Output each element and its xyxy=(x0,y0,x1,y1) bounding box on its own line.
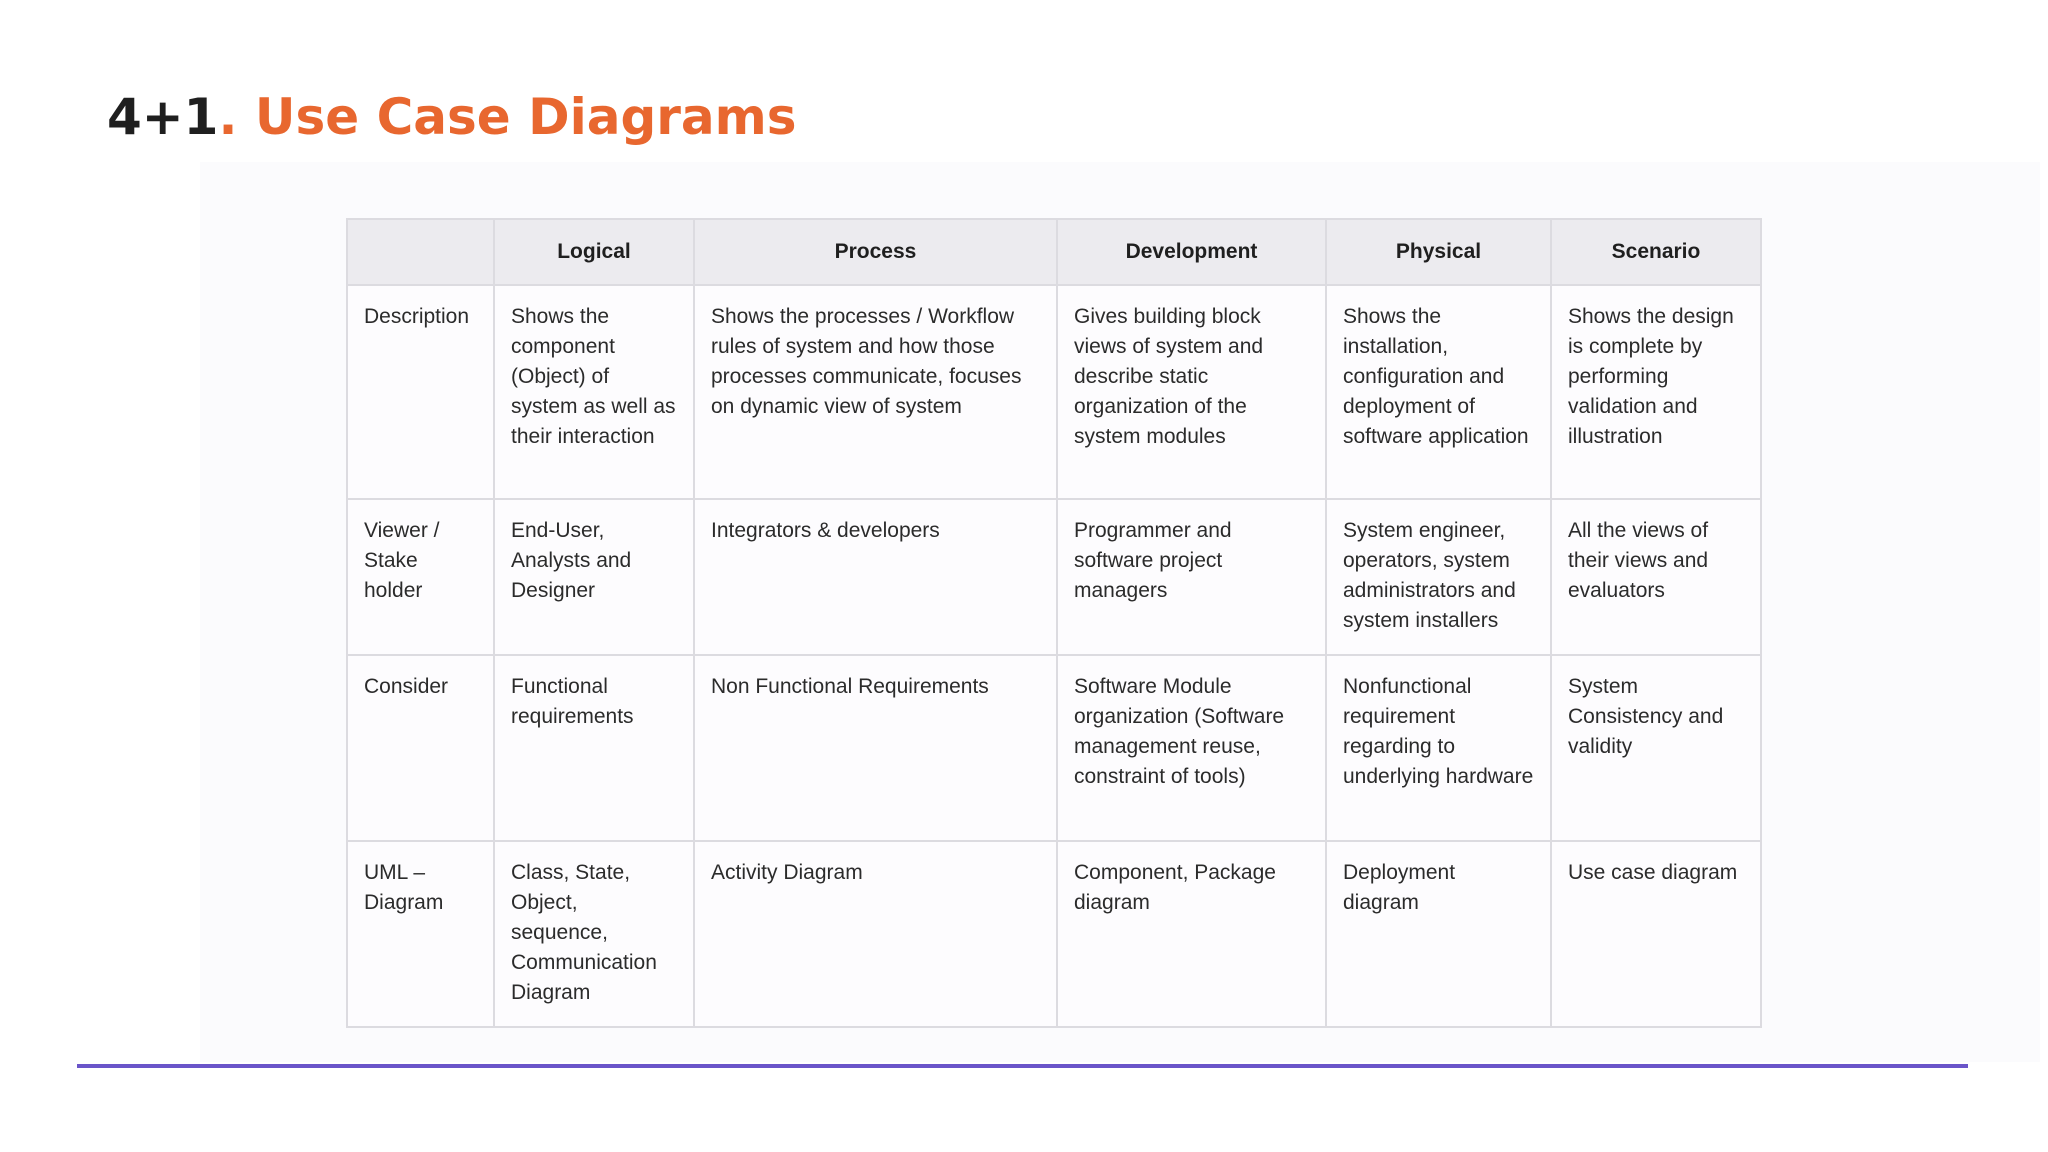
table-cell: Shows the installation, configuration and deployment of software application xyxy=(1326,285,1551,499)
header-scenario: Scenario xyxy=(1551,219,1761,285)
table-row-viewer xyxy=(347,499,1761,655)
table-cell: End-User, Analysts and Designer xyxy=(494,499,694,655)
table-cell: Shows the component (Object) of system as well as their interaction xyxy=(494,285,694,499)
table-cell: System engineer, operators, system administrators and system installers xyxy=(1326,499,1551,655)
row-label: Description xyxy=(347,285,494,499)
header-process: Process xyxy=(694,219,1057,285)
row-label: UML – Diagram xyxy=(347,841,494,1027)
table-cell: Non Functional Requirements xyxy=(694,655,1057,841)
table-cell: System Consistency and validity xyxy=(1551,655,1761,841)
table-header-row xyxy=(347,219,1761,285)
table-cell: Nonfunctional requirement regarding to underlying hardware xyxy=(1326,655,1551,841)
table-cell: Activity Diagram xyxy=(694,841,1057,1027)
header-corner xyxy=(347,219,494,285)
table-cell: Component, Package diagram xyxy=(1057,841,1326,1027)
header-physical: Physical xyxy=(1326,219,1551,285)
table-cell: Shows the design is complete by performing validation and illustration xyxy=(1551,285,1761,499)
table-row-description xyxy=(347,285,1761,499)
header-logical: Logical xyxy=(494,219,694,285)
header-development: Development xyxy=(1057,219,1326,285)
table-cell: Programmer and software project managers xyxy=(1057,499,1326,655)
table-cell: Class, State, Object, sequence, Communication Diagram xyxy=(494,841,694,1027)
table-row-consider xyxy=(347,655,1761,841)
table-cell: Deployment diagram xyxy=(1326,841,1551,1027)
bottom-divider xyxy=(77,1064,1968,1068)
table-cell: Integrators & developers xyxy=(694,499,1057,655)
table-cell: Software Module organization (Software management reuse, constraint of tools) xyxy=(1057,655,1326,841)
table-cell: All the views of their views and evaluators xyxy=(1551,499,1761,655)
views-comparison-table xyxy=(346,218,1762,1028)
row-label: Viewer / Stake holder xyxy=(347,499,494,655)
table-cell: Gives building block views of system and describe static organization of the system modules xyxy=(1057,285,1326,499)
table-row-uml-diagram xyxy=(347,841,1761,1027)
slide-title xyxy=(107,82,797,152)
title-main: . Use Case Diagrams xyxy=(218,88,797,146)
table-cell: Shows the processes / Workflow rules of system and how those processes communicate, focuses on dynamic view of system xyxy=(694,285,1057,499)
title-prefix: 4+1 xyxy=(107,88,219,146)
row-label: Consider xyxy=(347,655,494,841)
table-cell: Use case diagram xyxy=(1551,841,1761,1027)
table-cell: Functional requirements xyxy=(494,655,694,841)
